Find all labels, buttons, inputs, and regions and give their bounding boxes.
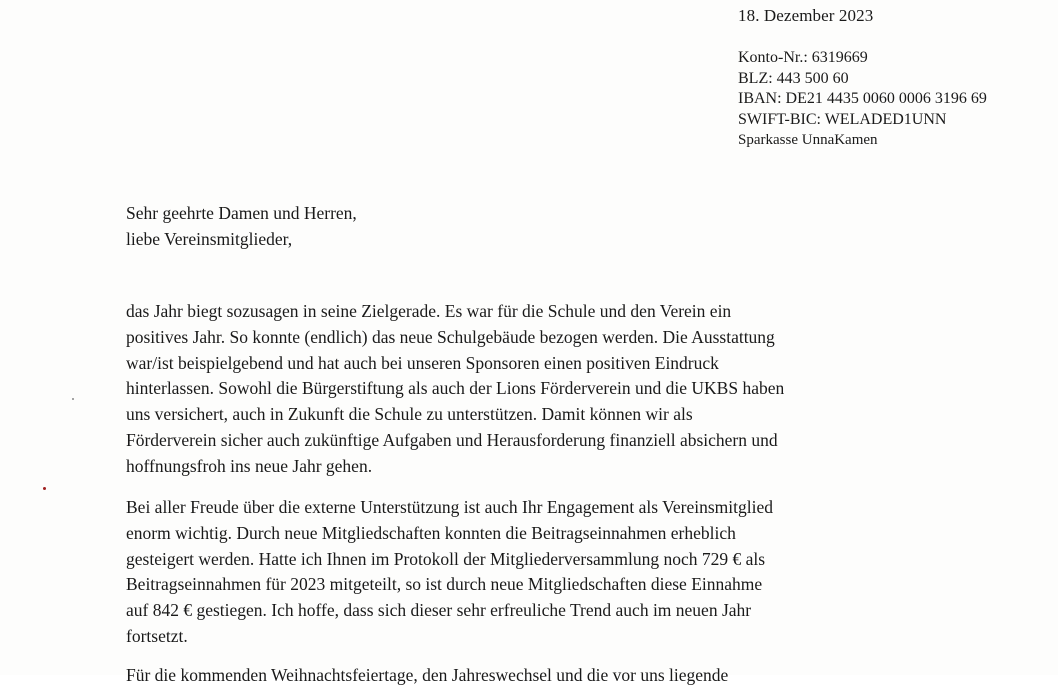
- text-line: Förderverein sicher auch zukünftige Aufgaben und Herausforderung finanziell absichern und: [126, 429, 778, 450]
- bank-name: Sparkasse UnnaKamen: [738, 132, 878, 148]
- text-line: hoffnungsfroh ins neue Jahr gehen.: [126, 455, 373, 476]
- text-line: positives Jahr. So konnte (endlich) das neue Schulgebäude bezogen werden. Die Ausstattung: [126, 326, 775, 347]
- text-line: Bei aller Freude über die externe Unterstützung ist auch Ihr Engagement als Vereinsmitglied: [126, 497, 773, 517]
- text-line: Für die kommenden Weihnachtsfeiertage, den Jahreswechsel und die vor uns liegende: [126, 665, 729, 685]
- bank-details: [738, 48, 987, 151]
- paragraph-2: [126, 495, 946, 650]
- text-line: fortsetzt.: [126, 625, 188, 646]
- text-line: hinterlassen. Sowohl die Bürgerstiftung als auch der Lions Förderverein und die UKBS haben: [126, 378, 785, 399]
- salutation: [126, 200, 357, 252]
- scan-mark: [43, 487, 46, 490]
- text-line: Beitragseinnahmen für 2023 mitgeteilt, so ist durch neue Mitgliedschaften diese Einnahme: [126, 574, 763, 595]
- account-number: Konto-Nr.: 6319669: [738, 49, 868, 66]
- text-line: gesteigert werden. Hatte ich Ihnen im Protokoll der Mitgliederversammlung noch 729 € als: [126, 548, 766, 569]
- iban: IBAN: DE21 4435 0060 0006 3196 69: [738, 90, 987, 107]
- text-line: war/ist beispielgebend und hat auch bei unseren Sponsoren einen positiven Eindruck: [126, 352, 719, 373]
- paragraph-3-partial: [126, 663, 946, 689]
- text-line: uns versichert, auch in Zukunft die Schule zu unterstützen. Damit können wir als: [126, 404, 693, 425]
- bank-code: BLZ: 443 500 60: [738, 69, 849, 87]
- scan-speck: [72, 398, 74, 400]
- salutation-line: Sehr geehrte Damen und Herren,: [126, 203, 357, 223]
- paragraph-1: [126, 299, 946, 480]
- salutation-line: liebe Vereinsmitglieder,: [126, 229, 293, 249]
- text-line: das Jahr biegt sozusagen in seine Zielgerade. Es war für die Schule und den Verein ein: [126, 301, 732, 321]
- letter-date: 18. Dezember 2023: [738, 6, 874, 25]
- text-line: auf 842 € gestiegen. Ich hoffe, dass sich dieser sehr erfreuliche Trend auch im neuen Jahr: [126, 600, 752, 621]
- swift-bic: SWIFT-BIC: WELADED1UNN: [738, 110, 947, 128]
- text-line: enorm wichtig. Durch neue Mitgliedschaften konnten die Beitragseinnahmen erheblich: [126, 522, 736, 543]
